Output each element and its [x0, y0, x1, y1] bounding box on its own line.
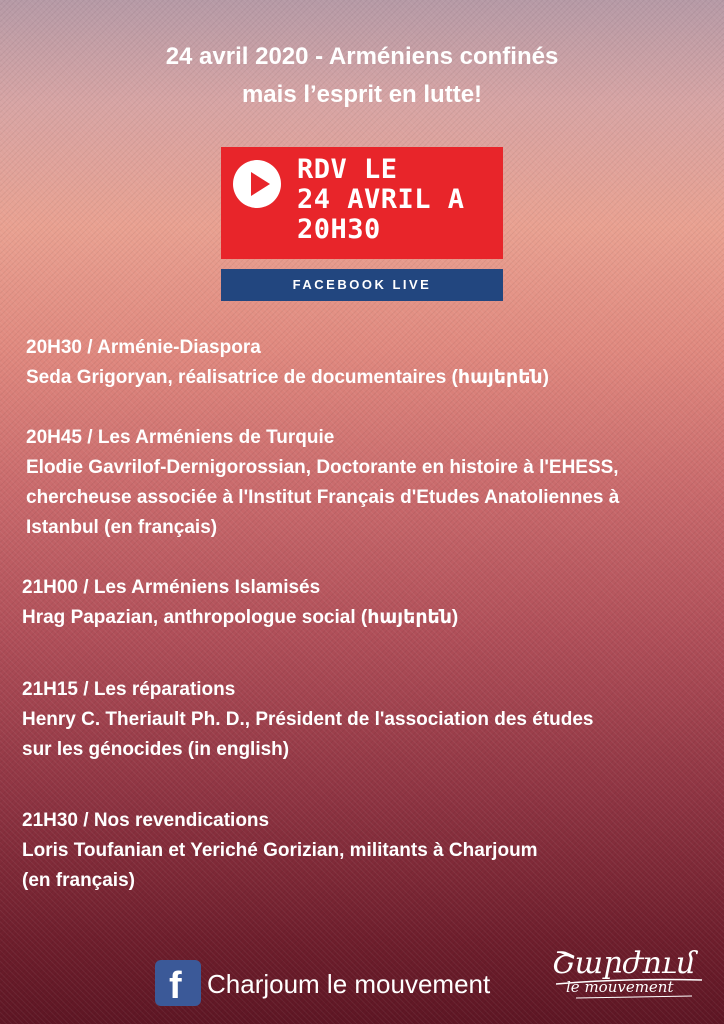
program-speaker: Hrag Papazian, anthropologue social (հայերեն) [22, 607, 459, 628]
rdv-banner [221, 147, 503, 259]
charjoum-logo [552, 940, 712, 1010]
page-title [0, 38, 724, 114]
title-line-2: mais l’esprit en lutte! [241, 81, 483, 108]
facebook-live-badge: FACEBOOK LIVE [221, 269, 503, 301]
program-time-title: 20H30 / Arménie-Diaspora [26, 337, 261, 358]
rdv-text: RDV LE 24 AVRIL A 20H30 [297, 154, 465, 245]
program-time-title: 20H45 / Les Arméniens de Turquie [26, 427, 335, 448]
program-item [26, 423, 706, 543]
program-time-title: 21H15 / Les réparations [22, 679, 236, 700]
logo-subtext: le mouvement [566, 978, 674, 996]
title-line-1: 24 avril 2020 - Arméniens confinés [165, 43, 559, 70]
program-speaker: Henry C. Theriault Ph. D., Président de l'association des études sur les génocides (in english) [22, 709, 594, 760]
facebook-icon: f [155, 960, 201, 1006]
logo-text: Շարժում [552, 946, 696, 981]
program-time-title: 21H30 / Nos revendications [22, 810, 270, 831]
program-item [22, 675, 702, 765]
program-time-title: 21H00 / Les Arméniens Islamisés [22, 577, 321, 598]
play-icon [233, 160, 281, 208]
program-speaker: Seda Grigoryan, réalisatrice de documentaires (հայերեն) [26, 367, 549, 388]
program-item [22, 573, 702, 633]
program-speaker: Elodie Gavrilof-Dernigorossian, Doctorante en histoire à l'EHESS, chercheuse associée à l'Institut Français d'Etudes Anatoliennes à Istanbul (en français) [26, 457, 620, 538]
facebook-page-name: Charjoum le mouvement [207, 969, 491, 999]
logo-underline [552, 940, 712, 1010]
program-speaker: Loris Toufanian et Yeriché Gorizian, militants à Charjoum (en français) [22, 840, 538, 891]
program-item [26, 333, 706, 393]
program-item [22, 806, 702, 896]
